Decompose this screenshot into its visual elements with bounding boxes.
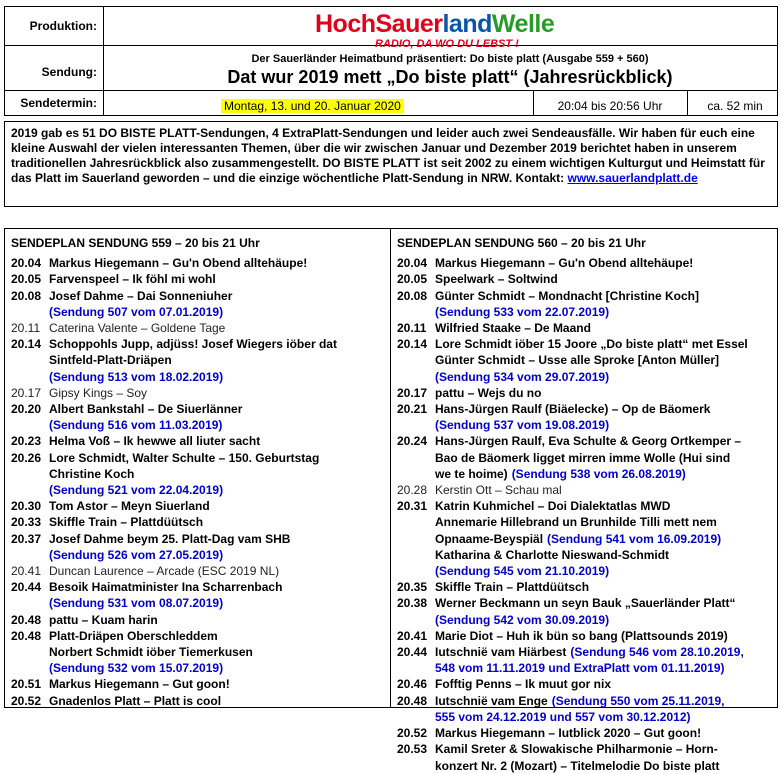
page xyxy=(4,6,778,773)
entry-reference: (Sendung 516 vom 11.03.2019) xyxy=(49,418,223,433)
entry-time: 20.17 xyxy=(397,385,428,400)
schedule-entry xyxy=(397,547,773,563)
entry-text: pattu – Kuam harin xyxy=(49,612,158,627)
schedule-entry xyxy=(11,531,386,547)
logo-hoch: Hoch xyxy=(315,10,376,38)
entry-text: Farvenspeel – Ik föhl mi wohl xyxy=(49,272,216,287)
entry-time: 20.21 xyxy=(397,402,428,417)
schedule-table xyxy=(4,228,778,773)
broadcast-time: 20:04 bis 20:56 Uhr xyxy=(557,99,663,113)
schedule-entry xyxy=(11,450,386,466)
header-table xyxy=(4,6,778,116)
logo-land: land xyxy=(442,10,492,38)
schedule-entry xyxy=(397,385,773,401)
entry-text: Duncan Laurence – Arcade (ESC 2019 NL) xyxy=(49,564,280,579)
entry-time xyxy=(397,514,435,530)
station-logo xyxy=(315,11,555,53)
schedule-entry xyxy=(397,514,773,530)
entry-text: Helma Voß – Ik hewwe all liuter sacht xyxy=(49,434,261,449)
intro-text-box xyxy=(4,121,778,207)
label-produktion: Produktion: xyxy=(29,19,97,33)
entry-time: 20.41 xyxy=(397,628,428,643)
entry-text: Katrin Kuhmichel – Doi Dialektatlas MWD xyxy=(435,499,671,514)
entry-time: 20.48 xyxy=(11,612,42,627)
entry-time: 20.04 xyxy=(397,256,428,271)
entry-time xyxy=(11,352,49,368)
entry-time: 20.44 xyxy=(397,645,428,660)
schedule-entry xyxy=(397,693,773,709)
entry-time xyxy=(397,547,435,563)
entry-text: Iutschnië vam Enge xyxy=(435,693,548,708)
schedule-entry xyxy=(397,320,773,336)
entry-time: 20.33 xyxy=(11,515,42,530)
entry-time: 20.14 xyxy=(397,337,428,352)
entry-time: 20.05 xyxy=(11,272,42,287)
entry-text: Skiffle Train – Plattdüütsch xyxy=(435,580,590,595)
schedule-entry xyxy=(11,352,386,368)
intro-text: 2019 gab es 51 DO BISTE PLATT-Sendungen, 4 ExtraPlatt-Sendungen und leider auch zwei Sendeausfälle. Wir haben für euch eine kleine Auswahl der vielen interessanten Themen, über die wir zwischen Januar und Dezember 2019 berichtet haben in unserem traditionellen Jahresrückblick also zusammengestellt. DO BISTE PLATT ist seit 2002 zu einem wichtigen Kulturgut und Heimstatt für das Platt im Sauerland geworden – und die einzige wöchentliche Platt-Sendung in NRW. Kontakt: xyxy=(11,126,765,185)
entry-text: Besoik Haimatminister Ina Scharrenbach xyxy=(49,580,283,595)
entry-text: Speelwark – Soltwind xyxy=(435,272,558,287)
entry-time: 20.26 xyxy=(11,450,42,465)
schedule-entry xyxy=(11,401,386,417)
column-divider xyxy=(390,229,391,707)
entry-text: pattu – Wejs du no xyxy=(435,385,542,400)
entry-text: Markus Hiegemann – Gu'n Obend alltehäupe! xyxy=(49,256,308,271)
entry-time: 20.44 xyxy=(11,580,42,595)
schedule-entry xyxy=(397,433,773,449)
entry-reference: (Sendung 531 vom 08.07.2019) xyxy=(49,596,224,611)
entry-text: Wilfried Staake – De Maand xyxy=(435,321,591,336)
schedule-entry xyxy=(397,628,773,644)
entry-text: Annemarie Hillebrand un Brunhilde Tilli mett nem xyxy=(435,515,717,530)
schedule-entry xyxy=(397,579,773,595)
entry-text: Fofftig Penns – Ik muut gor nix xyxy=(435,677,612,692)
entry-time: 20.28 xyxy=(397,483,428,498)
entry-reference: (Sendung 507 vom 07.01.2019) xyxy=(49,304,224,319)
entry-time: 20.17 xyxy=(11,385,42,400)
entry-time: 20.53 xyxy=(397,742,428,757)
entry-reference: (Sendung 526 vom 27.05.2019) xyxy=(49,547,224,562)
broadcast-duration: ca. 52 min xyxy=(707,99,763,113)
schedule-entry xyxy=(11,628,386,644)
entry-reference: (Sendung 541 vom 16.09.2019) xyxy=(547,531,722,546)
entry-reference: (Sendung 546 vom 28.10.2019, xyxy=(570,645,744,660)
entry-time: 20.11 xyxy=(11,321,41,336)
entry-time: 20.52 xyxy=(397,726,428,741)
entry-text: Markus Hiegemann – Gu'n Obend alltehäupe! xyxy=(435,256,694,271)
entry-text: Josef Dahme beym 25. Platt-Dag vam SHB xyxy=(49,531,291,546)
entry-reference: (Sendung 533 vom 22.07.2019) xyxy=(435,304,610,319)
entry-text: Lore Schmidt, Walter Schulte – 150. Geburtstag xyxy=(49,450,320,465)
label-sendung: Sendung: xyxy=(41,65,97,79)
schedule-entry xyxy=(11,271,386,287)
schedule-entry xyxy=(11,385,386,401)
entry-reference: 555 vom 24.12.2019 und 557 vom 30.12.2012) xyxy=(435,709,691,724)
logo-sauer: Sauer xyxy=(375,10,443,38)
entry-time: 20.23 xyxy=(11,434,42,449)
entry-text: Sintfeld-Platt-Driäpen xyxy=(49,353,172,368)
entry-text: Werner Beckmann un seyn Bauk „Sauerländer Platt“ xyxy=(435,596,736,611)
broadcast-date: Montag, 13. und 20. Januar 2020 xyxy=(221,99,404,113)
schedule-entry xyxy=(11,563,386,579)
schedule-entry xyxy=(397,498,773,514)
schedule-entry xyxy=(397,450,773,466)
entry-time: 20.52 xyxy=(11,693,42,708)
entry-text: Günter Schmidt – Mondnacht [Christine Koch] xyxy=(435,288,700,303)
entry-time xyxy=(397,466,435,482)
entry-time xyxy=(11,466,49,482)
entry-time: 20.31 xyxy=(397,499,428,514)
entry-reference: (Sendung 521 vom 22.04.2019) xyxy=(49,483,224,498)
entry-reference: (Sendung 542 vom 30.09.2019) xyxy=(435,612,610,627)
entry-text: Markus Hiegemann – Gut goon! xyxy=(49,677,230,692)
entry-time: 20.20 xyxy=(11,402,42,417)
schedule-entry xyxy=(397,595,773,611)
schedule-559 xyxy=(11,235,386,709)
entry-text: we te hoime) xyxy=(435,466,508,481)
entry-text: Markus Hiegemann – Iutblick 2020 – Gut goon! xyxy=(435,726,702,741)
schedule-entry xyxy=(11,255,386,271)
schedule-entry xyxy=(397,482,773,498)
entry-text: konzert Nr. 2 (Mozart) – Titelmelodie Do biste platt xyxy=(435,758,720,773)
schedule-entry xyxy=(397,466,773,482)
schedule-entry xyxy=(397,271,773,287)
entry-text: Norbert Schmidt iöber Tiemerkusen xyxy=(49,645,253,660)
entry-reference: (Sendung 532 vom 15.07.2019) xyxy=(49,661,224,676)
entry-time: 20.05 xyxy=(397,272,428,287)
schedule-entry xyxy=(11,433,386,449)
schedule-entry xyxy=(11,514,386,530)
entry-time: 20.41 xyxy=(11,564,42,579)
schedule-entry xyxy=(11,336,386,352)
contact-link[interactable]: www.sauerlandplatt.de xyxy=(567,171,698,185)
schedule-entry xyxy=(11,612,386,628)
entry-time xyxy=(11,644,49,660)
schedule-entry xyxy=(397,758,773,774)
entry-reference: (Sendung 513 vom 18.02.2019) xyxy=(49,369,224,384)
entry-time: 20.37 xyxy=(11,531,42,546)
schedule-entry xyxy=(11,579,386,595)
entry-text: Kamil Sreter & Slowakische Philharmonie – Horn- xyxy=(435,742,718,757)
entry-time xyxy=(397,758,435,774)
entry-text: Josef Dahme – Dai Sonneniuher xyxy=(49,288,233,303)
schedule-entry xyxy=(397,255,773,271)
schedule-entry xyxy=(11,676,386,692)
broadcast-title: Dat wur 2019 mett „Do biste platt“ (Jahresrückblick) xyxy=(227,67,673,87)
entry-time: 20.04 xyxy=(11,256,42,271)
schedule-entry xyxy=(11,320,386,336)
entry-time: 20.38 xyxy=(397,596,428,611)
entry-reference: (Sendung 534 vom 29.07.2019) xyxy=(435,369,610,384)
schedule-560-heading: SENDEPLAN SENDUNG 560 – 20 bis 21 Uhr xyxy=(397,236,646,250)
entry-text: Gipsy Kings – Soy xyxy=(49,385,148,400)
entry-text: Lore Schmidt iöber 15 Joore „Do biste platt“ met Essel xyxy=(435,337,748,352)
entry-time: 20.24 xyxy=(397,434,428,449)
schedule-entry xyxy=(397,531,773,547)
entry-text: Bao de Bäomerk ligget mirren imme Wolle (Hui sind xyxy=(435,450,731,465)
schedule-entry xyxy=(397,676,773,692)
entry-text: Hans-Jürgen Raulf (Biäelecke) – Op de Bäomerk xyxy=(435,402,711,417)
schedule-entry xyxy=(11,498,386,514)
entry-reference: 548 vom 11.11.2019 und ExtraPlatt vom 01.11.2019) xyxy=(435,661,725,676)
entry-time: 20.14 xyxy=(11,337,42,352)
entry-reference: (Sendung 550 vom 25.11.2019, xyxy=(551,693,725,708)
entry-text: Marie Diot – Huh ik bün so bang (Plattsounds 2019) xyxy=(435,628,728,643)
entry-reference: (Sendung 538 vom 26.08.2019) xyxy=(511,466,686,481)
entry-time xyxy=(397,450,435,466)
entry-reference: (Sendung 537 vom 19.08.2019) xyxy=(435,418,610,433)
schedule-entry xyxy=(11,693,386,709)
entry-time xyxy=(397,531,435,547)
entry-text: Kerstin Ott – Schau mal xyxy=(435,483,562,498)
entry-text: Gnadenlos Platt – Platt is cool xyxy=(49,693,222,708)
schedule-entry xyxy=(397,401,773,417)
entry-text: Günter Schmidt – Usse alle Sproke [Anton Müller] xyxy=(435,353,720,368)
schedule-559-heading: SENDEPLAN SENDUNG 559 – 20 bis 21 Uhr xyxy=(11,236,260,250)
schedule-entry xyxy=(11,644,386,660)
entry-text: Iutschnië vam Hiärbest xyxy=(435,645,567,660)
schedule-entry xyxy=(397,336,773,352)
entry-text: Christine Koch xyxy=(49,466,135,481)
entry-text: Skiffle Train – Plattdüütsch xyxy=(49,515,204,530)
entry-time: 20.30 xyxy=(11,499,42,514)
schedule-entry xyxy=(397,352,773,368)
label-sendetermin: Sendetermin: xyxy=(20,96,97,110)
schedule-entry xyxy=(11,466,386,482)
entry-text: Schoppohls Jupp, adjüss! Josef Wiegers iöber dat xyxy=(49,337,337,352)
presenter-line: Der Sauerländer Heimatbund präsentiert: Do biste platt (Ausgabe 559 + 560) xyxy=(251,53,649,65)
schedule-entry xyxy=(397,741,773,757)
entry-text: Opnaame-Beyspiäl xyxy=(435,531,544,546)
entry-time: 20.08 xyxy=(11,288,42,303)
entry-time: 20.46 xyxy=(397,677,428,692)
entry-text: Platt-Driäpen Oberschleddem xyxy=(49,628,218,643)
schedule-entry xyxy=(11,288,386,304)
entry-time: 20.48 xyxy=(11,628,42,643)
schedule-entry xyxy=(397,288,773,304)
entry-time: 20.48 xyxy=(397,693,428,708)
entry-time: 20.11 xyxy=(397,321,427,336)
entry-text: Katharina & Charlotte Nieswand-Schmidt xyxy=(435,547,670,562)
entry-reference: (Sendung 545 vom 21.10.2019) xyxy=(435,564,610,579)
schedule-560 xyxy=(397,235,773,774)
entry-text: Albert Bankstahl – De Siuerlänner xyxy=(49,402,243,417)
logo-slogan: RADIO, DA WO DU LEBST ! xyxy=(375,38,519,50)
entry-text: Caterina Valente – Goldene Tage xyxy=(49,321,226,336)
schedule-entry xyxy=(397,725,773,741)
entry-time xyxy=(397,352,435,368)
entry-time: 20.08 xyxy=(397,288,428,303)
entry-time: 20.35 xyxy=(397,580,428,595)
entry-time: 20.51 xyxy=(11,677,42,692)
entry-text: Tom Astor – Meyn Siuerland xyxy=(49,499,210,514)
logo-welle: Welle xyxy=(491,10,555,38)
schedule-entry xyxy=(397,644,773,660)
entry-text: Hans-Jürgen Raulf, Eva Schulte & Georg Ortkemper – xyxy=(435,434,742,449)
